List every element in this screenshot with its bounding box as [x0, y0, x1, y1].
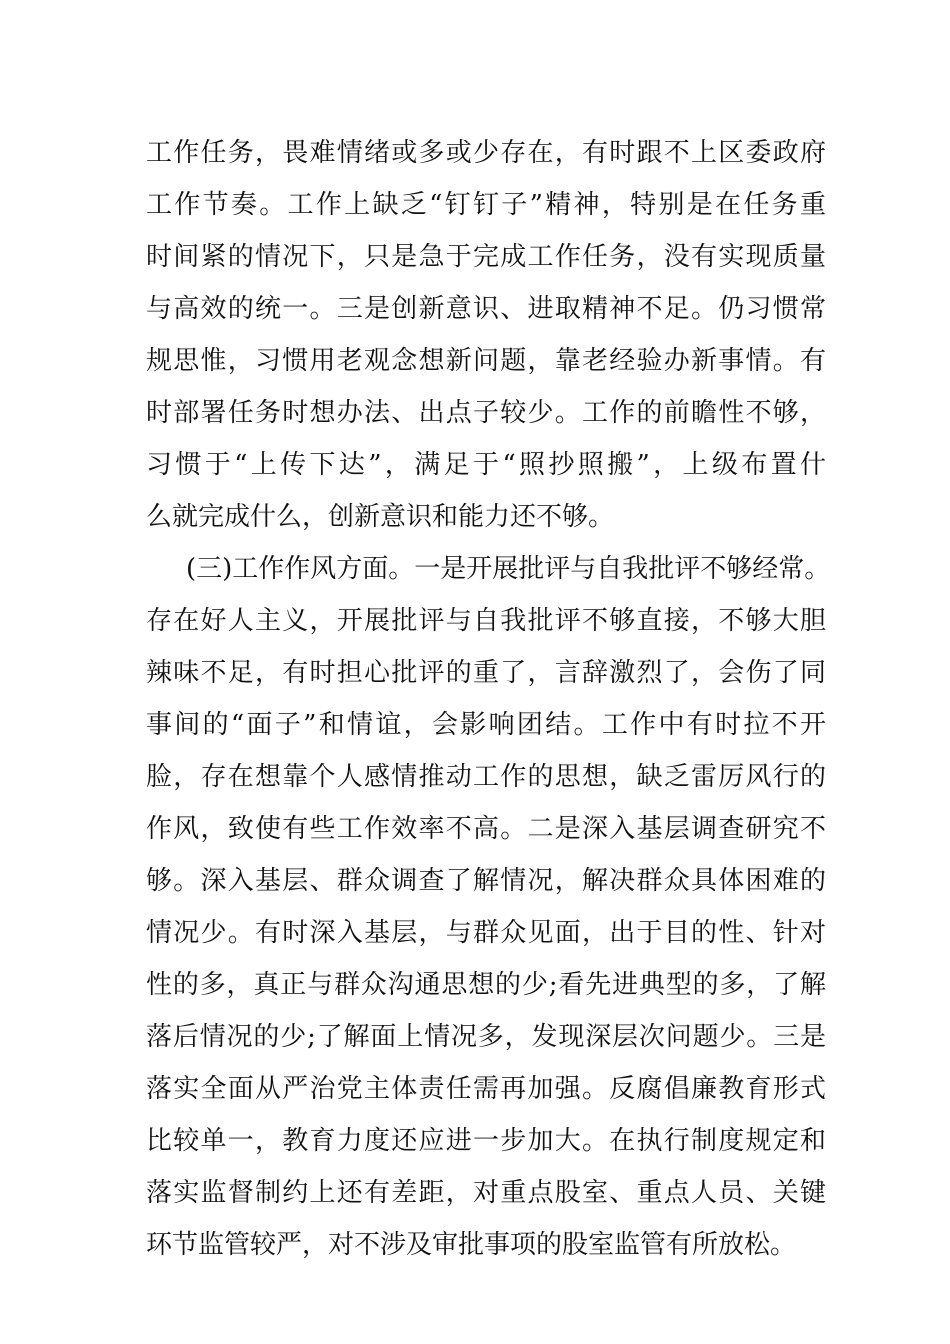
paragraph-end-line: 环节监管较严，对不涉及审批事项的股室监管有所放松。 [146, 1230, 797, 1260]
text-line: 习惯于“上传下达”，满足于“照抄照搬”，上级布置什 [146, 450, 826, 480]
text-line: 情况少。有时深入基层，与群众见面，出于目的性、针对 [146, 918, 826, 948]
text-line: 脸，存在想靠个人感情推动工作的思想，缺乏雷厉风行的 [146, 762, 826, 792]
text-line: 辣味不足，有时担心批评的重了，言辞激烈了，会伤了同 [146, 658, 826, 688]
text-line: 规思惟，习惯用老观念想新问题，靠老经验办新事情。有 [146, 346, 826, 376]
text-line: 作风，致使有些工作效率不高。二是深入基层调查研究不 [146, 814, 826, 844]
body-text [146, 127, 831, 1271]
text-line: 工作任务，畏难情绪或多或少存在，有时跟不上区委政府 [146, 138, 826, 168]
text-line: 够。深入基层、群众调查了解情况，解决群众具体困难的 [146, 866, 826, 896]
text-line: 落实全面从严治党主体责任需再加强。反腐倡廉教育形式 [146, 1074, 826, 1104]
text-line: 比较单一，教育力度还应进一步加大。在执行制度规定和 [146, 1126, 826, 1156]
section-heading-line: (三)工作作风方面。一是开展批评与自我批评不够经常。 [186, 554, 831, 584]
text-line: 事间的“面子”和情谊，会影响团结。工作中有时拉不开 [146, 710, 826, 740]
text-line: 存在好人主义，开展批评与自我批评不够直接，不够大胆 [146, 606, 826, 636]
text-line: 时部署任务时想办法、出点子较少。工作的前瞻性不够， [146, 398, 826, 428]
text-line: 性的多，真正与群众沟通思想的少;看先进典型的多，了解 [146, 970, 826, 1000]
text-line: 工作节奏。工作上缺乏“钉钉子”精神，特别是在任务重 [146, 190, 826, 220]
text-line: 与高效的统一。三是创新意识、进取精神不足。仍习惯常 [146, 294, 826, 324]
text-line: 落后情况的少;了解面上情况多，发现深层次问题少。三是 [146, 1022, 826, 1052]
text-line: 落实监督制约上还有差距，对重点股室、重点人员、关键 [146, 1178, 826, 1208]
text-line: 时间紧的情况下，只是急于完成工作任务，没有实现质量 [146, 242, 826, 272]
paragraph-end-line: 么就完成什么，创新意识和能力还不够。 [146, 502, 615, 532]
